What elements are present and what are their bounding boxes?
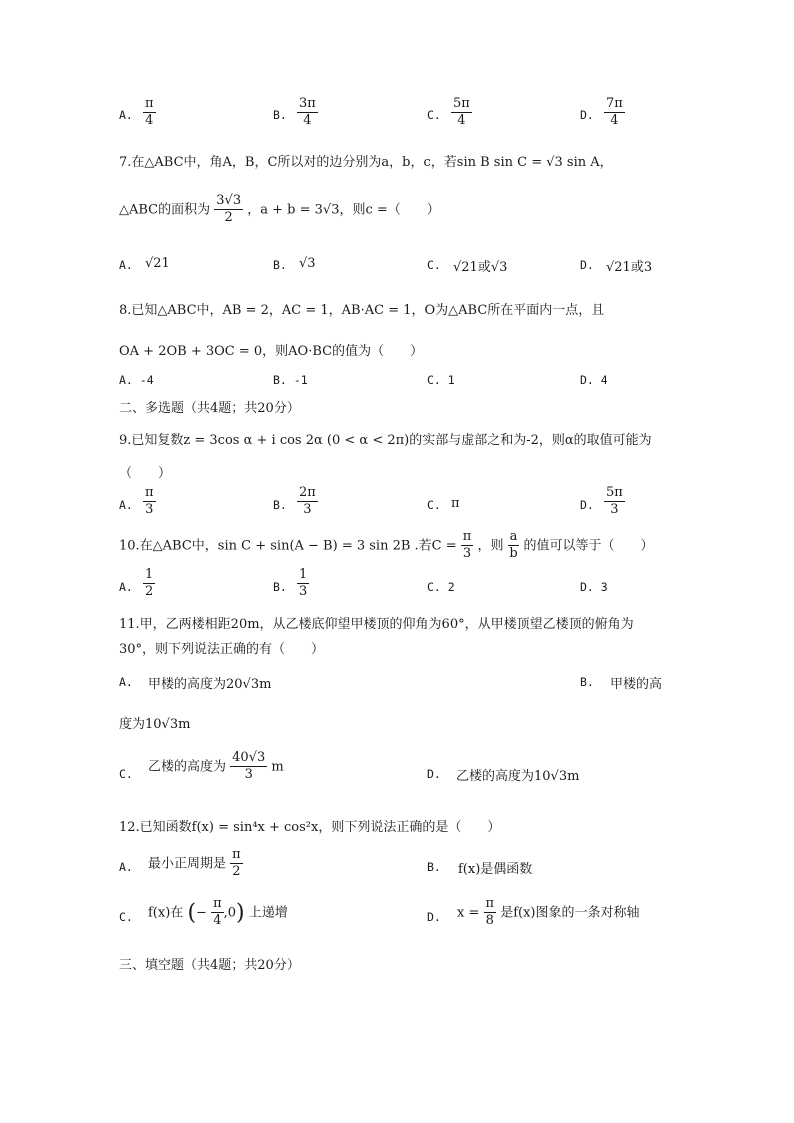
q6-option-a-value: $\frac{\pi}{4}$ xyxy=(145,96,154,129)
q6-option-a-label: A. xyxy=(119,108,133,122)
q10-option-a-label: A. xyxy=(119,580,133,594)
q11-option-b-label: B. xyxy=(580,675,594,689)
q7-option-b-value: √3 xyxy=(299,256,316,271)
q12-stem: 12.已知函数f(x) = sin⁴x + cos²x，则下列说法正确的是（ ） xyxy=(119,820,501,835)
q9-stem-line2: （ ） xyxy=(119,466,172,481)
q7-option-c-value: √21或√3 xyxy=(453,260,508,275)
q10-option-c: C. 2 xyxy=(427,580,455,594)
q8-option-d: D. 4 xyxy=(580,373,608,387)
q12-option-b-text: f(x)是偶函数 xyxy=(458,862,533,877)
q8-option-c: C. 1 xyxy=(427,373,455,387)
q10-option-b-label: B. xyxy=(273,580,287,594)
q6-option-b-value: $\frac{3\pi}{4}$ xyxy=(299,96,316,129)
q12-option-a-label: A. xyxy=(119,860,133,874)
q10-stem: 10.在△ABC中，sin C + sin(A − B) = 3 sin 2B .若C = $\frac{\pi}{3}$ ，则 $\frac{a}{b}$ 的值可以等于（ ） xyxy=(119,529,654,562)
q10-option-d: D. 3 xyxy=(580,580,608,594)
q11-option-a-text: 甲楼的高度为20√3m xyxy=(148,677,272,692)
q8-stem-line1: 8.已知△ABC中，AB = 2，AC = 1，AB·AC = 1，O为△ABC所在平面内一点，且 xyxy=(119,303,605,318)
q7-option-a-value: √21 xyxy=(145,256,170,271)
q11-option-a-label: A. xyxy=(119,675,133,689)
q7-option-d-value: √21或3 xyxy=(606,260,653,275)
q7-option-a-label: A. xyxy=(119,258,133,272)
section-heading-multiple-choice: 二、多选题（共4题；共20分） xyxy=(119,401,300,416)
q6-option-c-value: $\frac{5\pi}{4}$ xyxy=(453,96,470,129)
q7-option-d-label: D. xyxy=(580,258,594,272)
q9-option-b-label: B. xyxy=(273,498,287,512)
q11-stem-line2: 30°，则下列说法正确的有（ ） xyxy=(119,642,325,657)
q7-stem-line2: △ABC的面积为 $\frac{3√3}{2}$ ，a + b = 3√3，则c =（ ） xyxy=(119,193,440,226)
q11-option-d-text: 乙楼的高度为10√3m xyxy=(456,769,580,784)
q12-option-b-label: B. xyxy=(427,860,441,874)
q9-option-d-value: $\frac{5\pi}{3}$ xyxy=(606,485,623,518)
q7-stem-line1: 7.在△ABC中，角A，B，C所以对的边分别为a，b，c，若sin B sin C = √3 sin A， xyxy=(119,155,613,170)
section-heading-fill-in-blank: 三、填空题（共4题；共20分） xyxy=(119,958,300,973)
q12-option-d-text: x = $\frac{\pi}{8}$ 是f(x)图象的一条对称轴 xyxy=(457,896,640,929)
q9-option-c-label: C. xyxy=(427,498,441,512)
q9-stem-line1: 9.已知复数z = 3cos α + i cos 2α (0 < α < 2π)的实部与虚部之和为-2，则α的取值可能为 xyxy=(119,433,652,448)
q11-option-c-label: C. xyxy=(119,767,133,781)
q7-option-c-label: C. xyxy=(427,258,441,272)
q6-option-d-label: D. xyxy=(580,108,594,122)
q11-option-d-label: D. xyxy=(427,767,441,781)
q9-option-a-value: $\frac{\pi}{3}$ xyxy=(145,485,154,518)
q9-option-b-value: $\frac{2\pi}{3}$ xyxy=(299,485,316,518)
q8-option-a: A. -4 xyxy=(119,373,154,387)
q11-stem-line1: 11.甲，乙两楼相距20m，从乙楼底仰望甲楼顶的仰角为60°，从甲楼顶望乙楼顶的俯角为 xyxy=(119,617,634,632)
q11-option-c-text: 乙楼的高度为 $\frac{40√3}{3}$ m xyxy=(148,750,284,783)
q7-option-b-label: B. xyxy=(273,258,287,272)
q9-option-d-label: D. xyxy=(580,498,594,512)
q6-option-c-label: C. xyxy=(427,108,441,122)
q10-option-b-value: $\frac{1}{3}$ xyxy=(299,567,308,600)
q12-option-c-text: f(x)在 (− $\frac{\pi}{4}$ ,0) 上递增 xyxy=(148,896,288,929)
q6-option-b-label: B. xyxy=(273,108,287,122)
q10-option-a-value: $\frac{1}{2}$ xyxy=(145,567,154,600)
q12-option-d-label: D. xyxy=(427,910,441,924)
q8-option-b: B. -1 xyxy=(273,373,308,387)
q12-option-a-text: 最小正周期是 $\frac{\pi}{2}$ xyxy=(148,847,241,880)
q8-stem-line2: OA + 2OB + 3OC = 0，则AO·BC的值为（ ） xyxy=(119,344,424,359)
q9-option-c-value: π xyxy=(451,496,460,511)
q6-option-d-value: $\frac{7\pi}{4}$ xyxy=(606,96,623,129)
q9-option-a-label: A. xyxy=(119,498,133,512)
q11-option-b-text-1: 甲楼的高 xyxy=(610,677,663,692)
q12-option-c-label: C. xyxy=(119,910,133,924)
q11-option-b-text-2: 度为10√3m xyxy=(119,717,191,732)
